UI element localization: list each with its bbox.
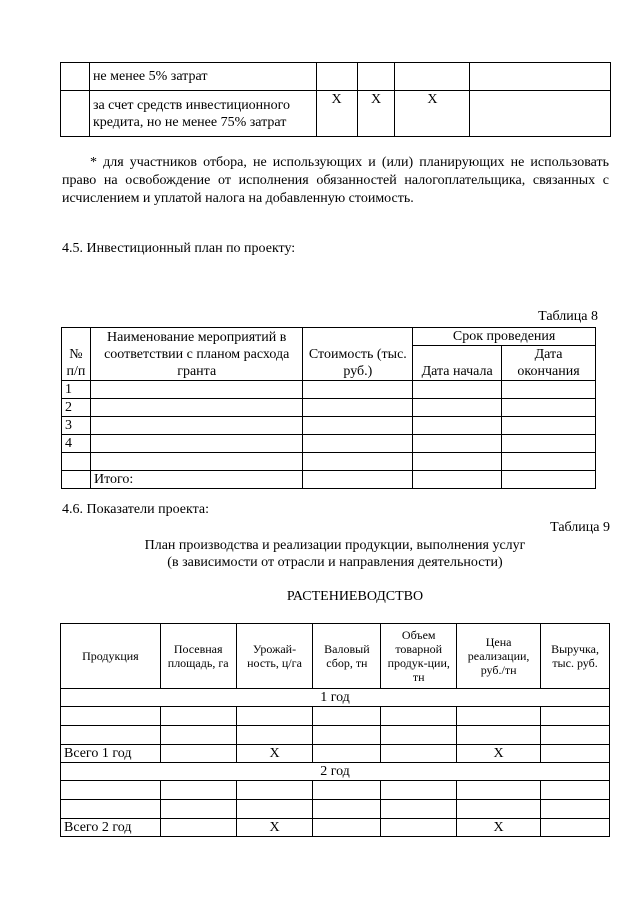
row-num <box>62 453 91 471</box>
header-gross: Валовый сбор, тн <box>313 624 381 689</box>
total-year2: Всего 2 год <box>61 819 161 837</box>
table-cell <box>395 63 470 91</box>
x-mark: Х <box>236 745 313 763</box>
table-cell: Х <box>316 91 357 137</box>
table-cell: не менее 5% затрат <box>89 63 316 91</box>
x-mark: Х <box>236 819 313 837</box>
header-area: Посевная площадь, га <box>160 624 236 689</box>
investment-plan-table <box>61 327 596 489</box>
header-start: Дата начала <box>413 346 502 381</box>
table9-title: План производства и реализации продукции, выполнения услуг <box>144 538 526 553</box>
header-revenue: Выручка, тыс. руб. <box>541 624 610 689</box>
table-cell <box>61 63 90 91</box>
year1-label: 1 год <box>61 689 610 707</box>
header-product: Продукция <box>61 624 161 689</box>
header-end: Дата окончания <box>502 346 596 381</box>
row-num: 2 <box>62 399 91 417</box>
table-cell <box>316 63 357 91</box>
header-cost: Стоимость (тыс. руб.) <box>303 328 413 381</box>
x-mark: Х <box>457 745 541 763</box>
total-year1: Всего 1 год <box>61 745 161 763</box>
footnote: * для участников отбора, не использующих и (или) планирующих не использовать право на освобождение от исполнения обязанностей налогоплательщика, связанных с исчислением и уплатой налога на добавленную стоимость. <box>62 155 609 206</box>
section-heading-4-6: 4.6. Показатели проекта: <box>62 502 209 517</box>
header-price: Цена реализации, руб./тн <box>457 624 541 689</box>
table9-subtitle: (в зависимости от отрасли и направления деятельности) <box>167 555 503 570</box>
top-table <box>60 62 611 137</box>
production-plan-table <box>60 623 610 837</box>
total-label: Итого: <box>90 471 302 489</box>
table8-caption: Таблица 8 <box>538 309 598 324</box>
header-name: Наименование мероприятий в соответствии с планом расхода гранта <box>90 328 302 381</box>
row-num: 3 <box>62 417 91 435</box>
row-num: 1 <box>62 381 91 399</box>
header-num: № п/п <box>62 328 91 381</box>
table-cell <box>470 63 611 91</box>
table-cell: Х <box>395 91 470 137</box>
header-yield: Урожай-ность, ц/га <box>236 624 313 689</box>
section-heading-4-5: 4.5. Инвестиционный план по проекту: <box>62 241 296 256</box>
table9-caption: Таблица 9 <box>550 520 610 535</box>
table-cell: за счет средств инвестиционного кредита, но не менее 75% затрат <box>89 91 316 137</box>
table-cell <box>61 91 90 137</box>
row-num: 4 <box>62 435 91 453</box>
header-volume: Объем товарной продук-ции, тн <box>381 624 457 689</box>
table-cell <box>357 63 395 91</box>
table-cell <box>470 91 611 137</box>
section-crop: РАСТЕНИЕВОДСТВО <box>286 589 424 604</box>
year2-label: 2 год <box>61 763 610 781</box>
header-term: Срок проведения <box>413 328 596 346</box>
table-cell: Х <box>357 91 395 137</box>
x-mark: Х <box>457 819 541 837</box>
